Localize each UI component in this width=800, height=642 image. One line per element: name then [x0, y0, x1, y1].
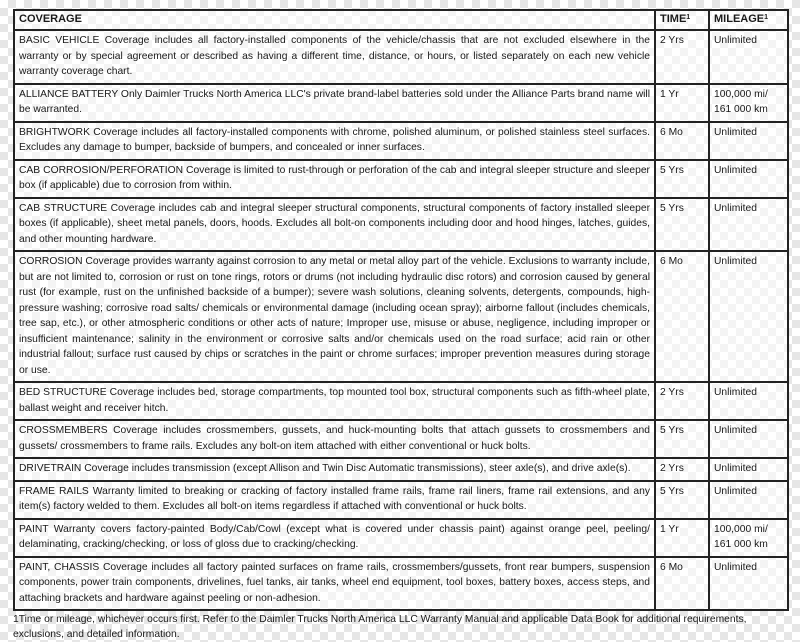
coverage-time: 5 Yrs	[655, 481, 709, 519]
coverage-description: ALLIANCE BATTERY Only Daimler Trucks North America LLC's private brand-label batteries sold under the Alliance Parts brand name will be warranted.	[14, 84, 655, 122]
coverage-description: BED STRUCTURE Coverage includes bed, storage compartments, top mounted tool box, structural components such as fifth-wheel plate, ballast weight and receiver hitch.	[14, 382, 655, 420]
table-row	[14, 122, 788, 160]
coverage-description: PAINT Warranty covers factory-painted Body/Cab/Cowl (except what is covered under chassis paint) against orange peel, peeling/ delaminating, cracking/checking, or loss of gloss due to cracking/checking.	[14, 519, 655, 557]
coverage-time: 1 Yr	[655, 519, 709, 557]
coverage-description: BRIGHTWORK Coverage includes all factory-installed components with chrome, polished aluminum, or polished stainless steel surfaces. Excludes any damage to bumper, backside of bumpers, and concealed or inner surfaces.	[14, 122, 655, 160]
coverage-mileage: 100,000 mi/ 161 000 km	[709, 519, 788, 557]
table-header-row	[14, 10, 788, 30]
coverage-description: PAINT, CHASSIS Coverage includes all factory painted surfaces on frame rails, crossmembers/gussets, front rear bumpers, suspension components, power train components, drivelines, fuel tanks, air tanks, wheel end equipment, tool boxes, battery boxes, access steps, and attaching brackets and hardware against peeling or non-adhesion.	[14, 557, 655, 611]
coverage-description: CAB CORROSION/PERFORATION Coverage is limited to rust-through or perforation of the cab and integral sleeper structure and sleeper box (if applicable) due to corrosion from within.	[14, 160, 655, 198]
coverage-time: 1 Yr	[655, 84, 709, 122]
table-row	[14, 420, 788, 458]
table-row	[14, 84, 788, 122]
coverage-description: CAB STRUCTURE Coverage includes cab and integral sleeper structural components, structural components of factory installed sleeper boxes (if applicable), sheet metal panels, doors, hoods. Excludes all bolt-on components including door and hood hinges, latches, guides, and other mounting hardware.	[14, 198, 655, 252]
coverage-time: 2 Yrs	[655, 30, 709, 84]
table-row	[14, 251, 788, 382]
coverage-time: 5 Yrs	[655, 160, 709, 198]
coverage-mileage: 100,000 mi/ 161 000 km	[709, 84, 788, 122]
coverage-description: DRIVETRAIN Coverage includes transmission (except Allison and Twin Disc Automatic transmissions), steer axle(s), and drive axle(s).	[14, 458, 655, 481]
coverage-table	[13, 9, 789, 611]
coverage-mileage: Unlimited	[709, 420, 788, 458]
coverage-mileage: Unlimited	[709, 122, 788, 160]
table-row	[14, 198, 788, 252]
table-row	[14, 519, 788, 557]
coverage-mileage: Unlimited	[709, 382, 788, 420]
coverage-mileage: Unlimited	[709, 198, 788, 252]
coverage-description: CROSSMEMBERS Coverage includes crossmembers, gussets, and huck-mounting bolts that attach gussets to crossmembers and gussets/ crossmembers to frame rails. Excludes any bolt-on item attached with either conventional or huck bolts.	[14, 420, 655, 458]
coverage-mileage: Unlimited	[709, 458, 788, 481]
table-row	[14, 30, 788, 84]
header-time: TIME$^1$	[655, 10, 709, 30]
coverage-mileage: Unlimited	[709, 30, 788, 84]
coverage-mileage: Unlimited	[709, 251, 788, 382]
coverage-time: 2 Yrs	[655, 382, 709, 420]
header-coverage: COVERAGE	[14, 10, 655, 30]
coverage-description: BASIC VEHICLE Coverage includes all factory-installed components of the vehicle/chassis that are not excluded elsewhere in the warranty or by special agreement or described as having a different time, distance, or hours, or listed separately on each new vehicle warranty coverage chart.	[14, 30, 655, 84]
coverage-time: 6 Mo	[655, 557, 709, 611]
coverage-description: FRAME RAILS Warranty limited to breaking or cracking of factory installed frame rails, frame rail liners, frame rail extensions, and any item(s) factory welded to them. Excludes all bolt-on items regardless if attached with conventional or huck bolts.	[14, 481, 655, 519]
table-row	[14, 382, 788, 420]
coverage-description: CORROSION Coverage provides warranty against corrosion to any metal or metal alloy part of the vehicle. Exclusions to warranty include, but are not limited to, corrosion or rust on tone rings, rotors or drums (not including hydraulic disc rotors) and corrosion caused by general rust (for example, rust on the unfinished backside of a bumper); severe wash solutions, cleaning solvents, detergents, compounds, high-pressure washing; corrosive road salts/ chemicals or environmental damage (including ocean spray); airborne fallout (includes chemicals, tree sap, etc.), or other atmospheric conditions or other acts of nature; Improper use, misuse or abuse, negligence, including improper or insufficient maintenance; salinity in the environment or corrosive salts and/or chemicals used on the road surface; acid rain or other industrial fallout; surface rust caused by chips or scratches in the paint or chrome surfaces; improper prevention measures during storage or use.	[14, 251, 655, 382]
table-row	[14, 160, 788, 198]
coverage-time: 5 Yrs	[655, 198, 709, 252]
header-mileage: MILEAGE$^1$	[709, 10, 788, 30]
coverage-time: 6 Mo	[655, 122, 709, 160]
coverage-time: 5 Yrs	[655, 420, 709, 458]
coverage-time: 2 Yrs	[655, 458, 709, 481]
table-row	[14, 458, 788, 481]
coverage-time: 6 Mo	[655, 251, 709, 382]
table-row	[14, 481, 788, 519]
table-row	[14, 557, 788, 611]
warranty-document	[13, 9, 787, 642]
coverage-mileage: Unlimited	[709, 160, 788, 198]
coverage-mileage: Unlimited	[709, 557, 788, 611]
footnote: 1Time or mileage, whichever occurs first. Refer to the Daimler Trucks North America LLC Warranty Manual and applicable Data Book for additional requirements, exclusions, and detailed information.	[13, 614, 747, 640]
coverage-mileage: Unlimited	[709, 481, 788, 519]
